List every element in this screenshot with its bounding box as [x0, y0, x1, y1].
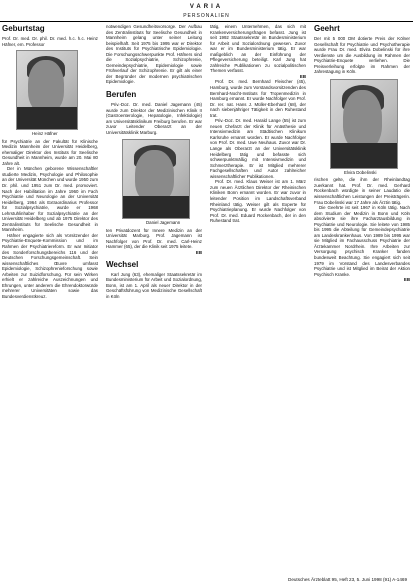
portrait-photo-haefner — [16, 50, 78, 130]
signature: EB — [195, 250, 202, 256]
paragraph: Der mit 5 000 DM dotierte Preis der Kölner Gesellschaft für Psychiatrie und Psychotherapie wurde Frau Dr. med. Elvira Dobelinski für ihre Verdienste um die Ausbildung im Rahmen der Psychiatrie-Enquete verliehen. Die Preisverleihung erfolgte im Rahmen der Jahrestagung in Köln. — [314, 36, 410, 75]
paragraph: Prof. Dr. med. Klaus Weiser ist am 1. März zum neuen Ärztlichen Direktor der Rheinischen Kliniken Bonn ernannt worden. Er war zuvor in leitender Position im Landschaftsverband Rheinland tätig. Weiser gilt als Experte für Psychiatrieplanung. Er wurde Nachfolger von Prof. Dr. med. Eduard Rockenbach, der in den Ruhestand trat. — [210, 179, 306, 224]
photo-caption: Daniel Jagemann — [146, 220, 181, 226]
header-rule — [0, 21, 413, 22]
photo-caption: Elvira Dobelinski — [344, 169, 377, 175]
paragraph: rischen gelte, die ihm der Rheinlandtag zuerkannt hat. Prof. Dr. med. Gerhard Rockenbach würdigte in seiner Laudatio die wissenschaftlichen Leistungen der Preisträgerin. Frau Dobelinski war 17 Jahre als Ärztin tätig. — [314, 177, 410, 205]
paragraph: für Psychiatrie an der Fakultät für Klinische Medizin Mannheim der Universität Heidelberg, ehemaliger Direktor des Instituts für Seelische Gesundheit in Mannheim, wurde am 20. Mai 80 Jahre alt. — [2, 138, 98, 166]
section-title: VARIA — [189, 4, 224, 10]
heading-geburtstag: Geburtstag — [2, 24, 45, 33]
heading-berufen: Berufen — [106, 90, 137, 100]
paragraph: notwendigen Gesundheitsvorsorge. Der Aufbau des Zentralinstituts für Seelische Gesundheit in Mannheim gelang unter seiner Leitung beispielhaft. Seit 1975 bis 1995 war er Direktor des Instituts für Psychiatrische Epidemiologie. Die Forschungsschwerpunkte Prof. Häfners sind die Sozialpsychiatrie, Schizophrenie, Gemeindepsychiatrie, Epidemiologie sowie Frühverlauf der Schizophrenie. Er gilt als einer der Begründer der modernen psychiatrischen Epidemiologie. — [106, 24, 202, 85]
signature: EB — [403, 277, 410, 283]
paragraph: Prof. Dr. med. Bernhard Fleischer (45), Hamburg, wurde zum Vorstandsvorsitzenden des Bernhard-Nocht-Instituts für Tropenmedizin in Hamburg ernannt. Er wurde Nachfolger von Prof. Dr. rer. nat. Hans J. Müller-Eberhard (68), der nach siebenjähriger Tätigkeit in den Ruhestand trat. — [210, 79, 306, 118]
paragraph: Die Geehrte ist seit 1967 in Köln tätig. Nach dem Studium der Medizin in Bonn und Köln absolvierte sie ihre Facharztausbildung in Psychiatrie und Neurologie. Sie leitete von 1985 bis 1995 die Abteilung für Gemeindepsychiatrie am Landeskrankenhaus. Von 1989 bis 1995 war sie Mitglied im Fachausschuss Psychiatrie der Ärztekammer Nordrhein. Ihre Arbeiten zur Versorgung psychisch Kranker fanden bundesweit Beachtung. Sie engagiert sich seit 1979 im Vorstand des Landesverbandes Psychiatrie und ist Mitglied im Beirat der Aktion Psychisch Kranke. — [314, 205, 410, 277]
paragraph: ten Privatdozent für Innere Medizin an der Universität Marburg. Prof. Jagemann ist Nachfolger von Prof. Dr. med. Carl-Heinz Hammer (65), der die Klinik seit 1975 leitete. — [106, 227, 202, 250]
column-4 — [314, 24, 410, 564]
paragraph: Karl Jung (63), ehemaliger Staatssekretär im Bundesministerium für Arbeit und Sozialordnung, Bonn, ist am 1. April als neuer Direktor in der Geschäftsführung von Medizinische Gesellschaft in Köln — [106, 271, 202, 299]
column-2 — [106, 24, 202, 564]
portrait-photo-jagemann — [122, 139, 190, 219]
paragraph: Priv.-Doz. Dr. med. Daniel Jagemann (45) wurde zum Direktor der Medizinischen Klinik II (Gastroenterologie, Hepatologie, Infektiologie) am Universitätsklinikum Freiburg berufen. Er war zuvor Leitender Oberarzt an der Universitätsklinik Marburg. — [106, 102, 202, 135]
portrait-photo-dobelinski — [330, 79, 398, 169]
paragraph: Häfner engagierte sich als Vorsitzender der Psychiatrie-Enquete-Kommission und im Rahmen der Psychiatriereform. Er war Initiator des Sonderforschungsbereichs 116 und der Deutschen Forschungsgemeinschaft. Sein wissenschaftliches Œuvre umfasst Epidemiologie, Schizophrenieforschung sowie Arbeiten zur Suizidforschung. Für sein Wirken erhielt er zahlreiche Auszeichnungen und Ehrungen, unter anderem die Ehrendoktorwürde mehrerer Universitäten sowie das Bundesverdienstkreuz. — [2, 232, 98, 299]
subsection-title: PERSONALIEN — [183, 13, 230, 19]
paragraph: tätig, einem Unternehmen, das sich mit Krankenversicherungsfragen befasst. Jung ist seit 1992 Staatssekretär im Bundesministerium für Arbeit und Sozialordnung gewesen. Zuvor war er im Bundesministerium tätig. Er war maßgeblich an der Einführung der Pflegeversicherung beteiligt. Karl Jung hat zahlreiche Publikationen zu sozialpolitischen Themen verfasst. — [210, 24, 306, 74]
column-1 — [2, 24, 98, 564]
heading-geehrt: Geehrt — [314, 24, 340, 33]
paragraph: Priv.-Doz. Dr. med. Harald Lange (55) ist zum neuen Chefarzt der Klinik für Anästhesie und Intensivmedizin am Städtischen Klinikum Karlsruhe ernannt worden. Er wurde Nachfolger von Prof. Dr. med. Uwe Neuhaus. Zuvor war Dr. Lange als Oberarzt an der Universitätsklinik Heidelberg tätig und befasste sich schwerpunktmäßig mit Intensivmedizin und Schmerztherapie. Er ist Mitglied mehrerer Fachgesellschaften und Autor zahlreicher wissenschaftlicher Publikationen. — [210, 118, 306, 179]
column-3 — [210, 24, 306, 564]
signature: EB — [299, 73, 306, 79]
page-footer: Deutsches Ärzteblatt 95, Heft 23, 5. Juni 1998 (91) A-1469 — [288, 577, 407, 582]
photo-caption: Heinz Häfner — [32, 131, 58, 137]
paragraph: Der in München geborene Wissenschaftler studierte Medizin, Psychologie und Philosophie an der Universität München und wurde 1950 zum Dr. phil. und 1951 zum Dr. med. promoviert. Nach der Habilitation im Jahre 1960 im Fach Psychiatrie und Neurologie an der Universität Heidelberg, 1964 als Extraordinarius Professor für Sozialpsychiatrie, wurde er 1968 Lehrstuhlinhaber für Sozialpsychiatrie an der Universität Heidelberg und ab 1975 Direktor des Zentralinstituts für Seelische Gesundheit in Mannheim. — [2, 166, 98, 233]
paragraph: Prof. Dr. med. Dr. phil. Dr. med. h.c. h.c. Heinz Häfner, em. Professor — [2, 36, 98, 47]
heading-wechsel: Wechsel — [106, 259, 139, 269]
